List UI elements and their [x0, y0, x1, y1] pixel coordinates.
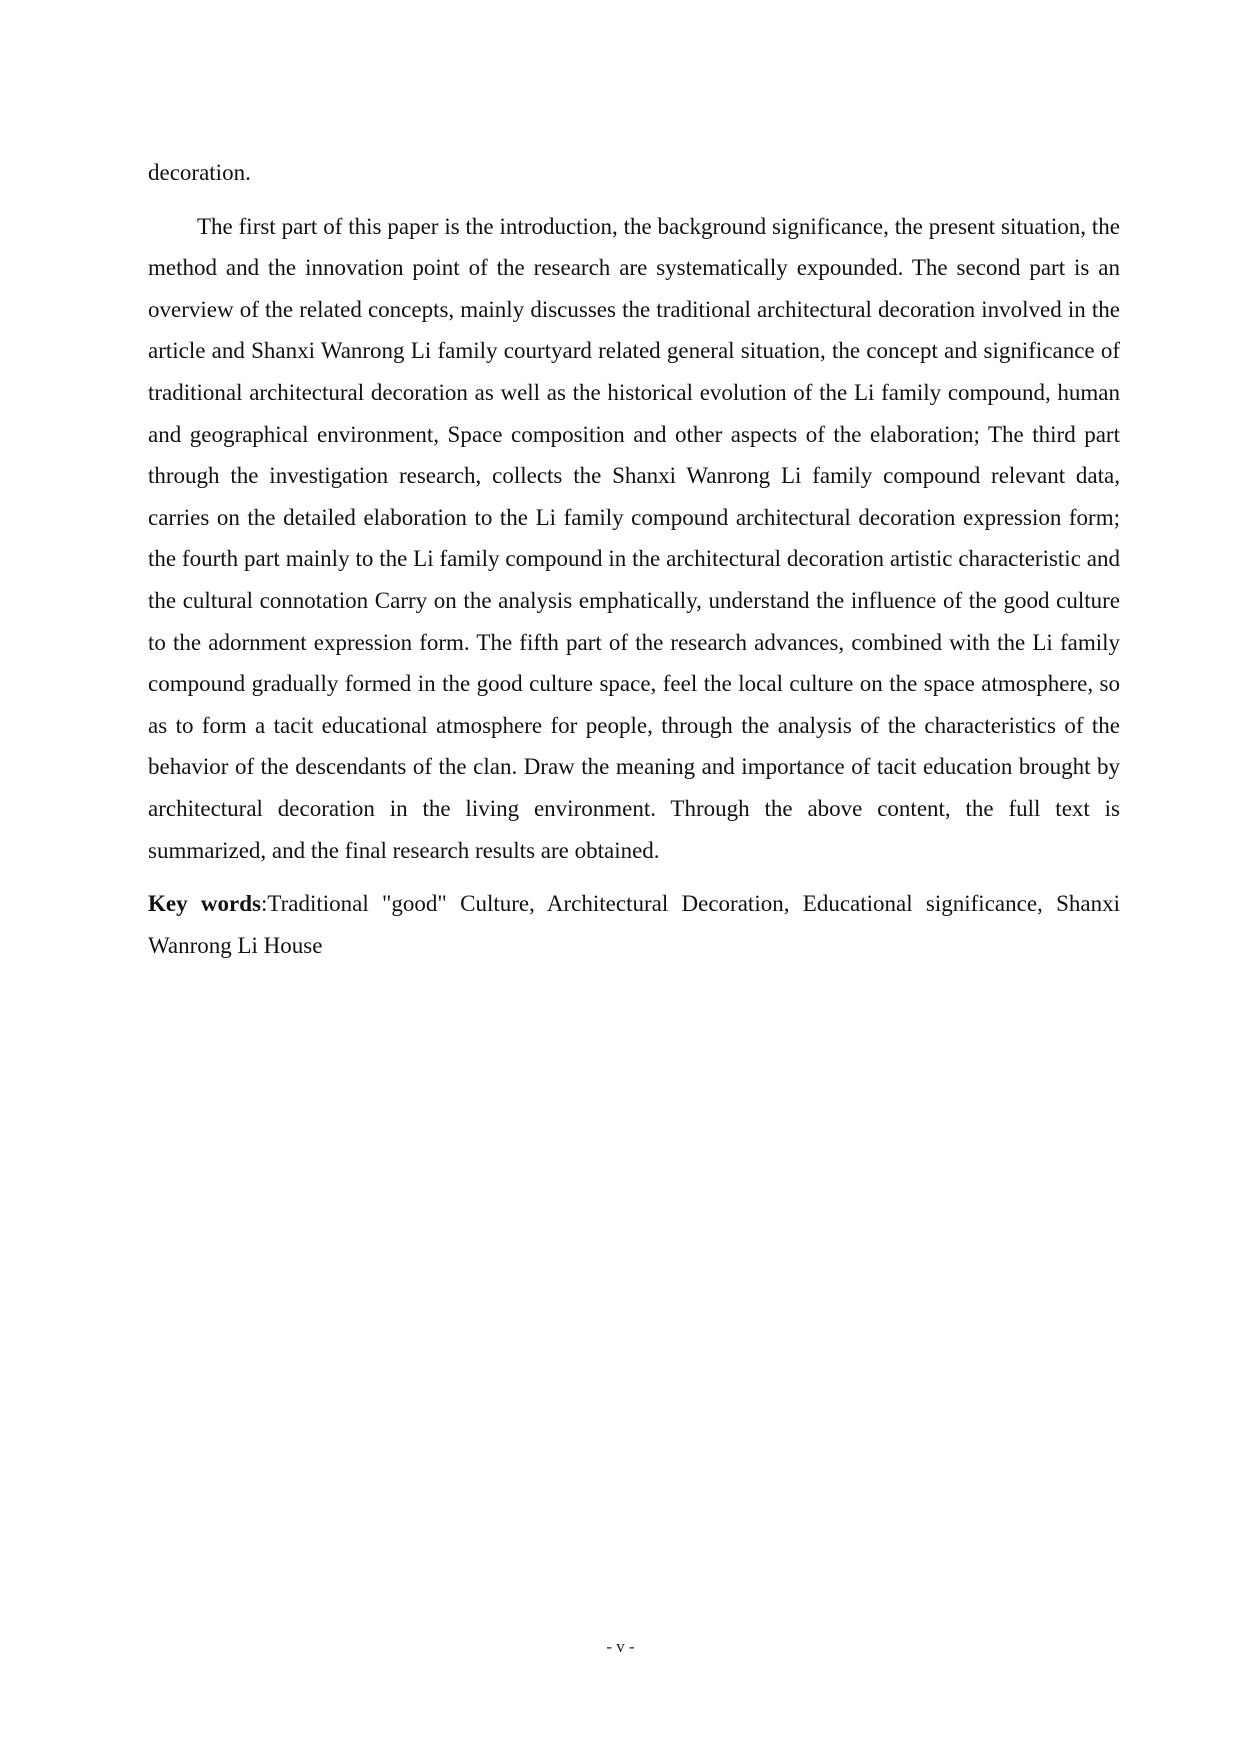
keywords-text: :Traditional "good" Culture, Architectural Decoration, Educational significance, Shanxi Wanrong Li House — [148, 891, 1120, 958]
continuation-text: decoration. — [148, 160, 251, 185]
page-number: - v - — [606, 1637, 635, 1656]
keywords-line — [148, 883, 1120, 966]
keywords-label: Key words — [148, 891, 261, 917]
abstract-content — [148, 152, 1120, 966]
abstract-paragraph: The first part of this paper is the introduction, the background significance, the present situation, the method and the innovation point of the research are systematically expounded. The second part is an overview of the related concepts, mainly discusses the traditional architectural decoration involved in the article and Shanxi Wanrong Li family courtyard related general situation, the concept and significance of traditional architectural decoration as well as the historical evolution of the Li family compound, human and geographical environment, Space composition and other aspects of the elaboration; The third part through the investigation research, collects the Shanxi Wanrong Li family compound relevant data, carries on the detailed elaboration to the Li family compound architectural decoration expression form; the fourth part mainly to the Li family compound in the architectural decoration artistic characteristic and the cultural connotation Carry on the analysis emphatically, understand the influence of the good culture to the adornment expression form. The fifth part of the research advances, combined with the Li family compound gradually formed in the good culture space, feel the local culture on the space atmosphere, so as to form a tacit educational atmosphere for people, through the analysis of the characteristics of the behavior of the descendants of the clan. Draw the meaning and importance of tacit education brought by architectural decoration in the living environment. Through the above content, the full text is summarized, and the final research results are obtained. — [148, 213, 1120, 863]
